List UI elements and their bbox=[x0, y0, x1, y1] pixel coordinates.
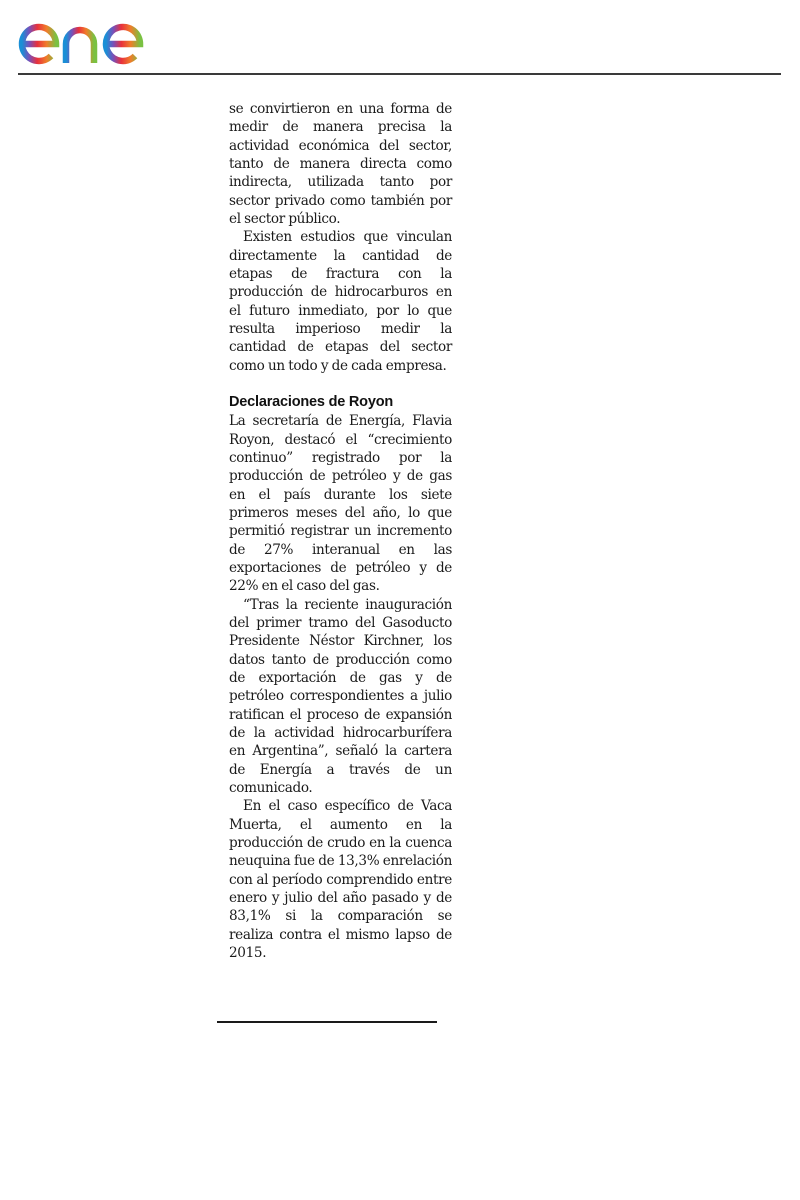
article-paragraph: se convirtieron en una forma de medir de manera precisa la actividad económica del sector, tanto de manera directa como indirecta, utilizada tanto por sector privado como también por el sector público. bbox=[229, 101, 452, 228]
article-paragraph: La secretaría de Energía, Flavia Royon, destacó el “crecimiento continuo” registrado por la producción de petróleo y de gas en el país durante los siete primeros meses del año, lo que permitió registrar un incremento de 27% interanual en las exportaciones de petróleo y de 22% en el caso del gas. bbox=[229, 413, 452, 595]
article-end-divider bbox=[217, 1021, 437, 1023]
section-subheading: Declaraciones de Royon bbox=[229, 394, 394, 411]
article-paragraph: Existen estudios que vinculan directamente la cantidad de etapas de fractura con la producción de hidrocarburos en el futuro inmediato, por lo que resulta imperioso medir la cantidad de etapas del sector como un todo y de cada empresa. bbox=[229, 229, 452, 374]
article-paragraph: “Tras la reciente inauguración del primer tramo del Gasoducto Presidente Néstor Kirchner, los datos tanto de producción como de exportación de gas y de petróleo correspondientes a julio ratifican el proceso de expansión de la actividad hidrocarburífera en Argentina”, señaló la cartera de Energía a través de un comunicado. bbox=[229, 596, 452, 797]
header-divider bbox=[18, 73, 781, 75]
article-column bbox=[229, 100, 452, 962]
enel-logo-mark bbox=[18, 6, 180, 66]
enel-logo bbox=[18, 6, 180, 66]
article-paragraph: En el caso específico de Vaca Muerta, el aumento en la producción de crudo en la cuenca neuquina fue de 13,3% enrelación con al período comprendido entre enero y julio del año pasado y de 83,1% si la comparación se realiza contra el mismo lapso de 2015. bbox=[229, 798, 452, 962]
